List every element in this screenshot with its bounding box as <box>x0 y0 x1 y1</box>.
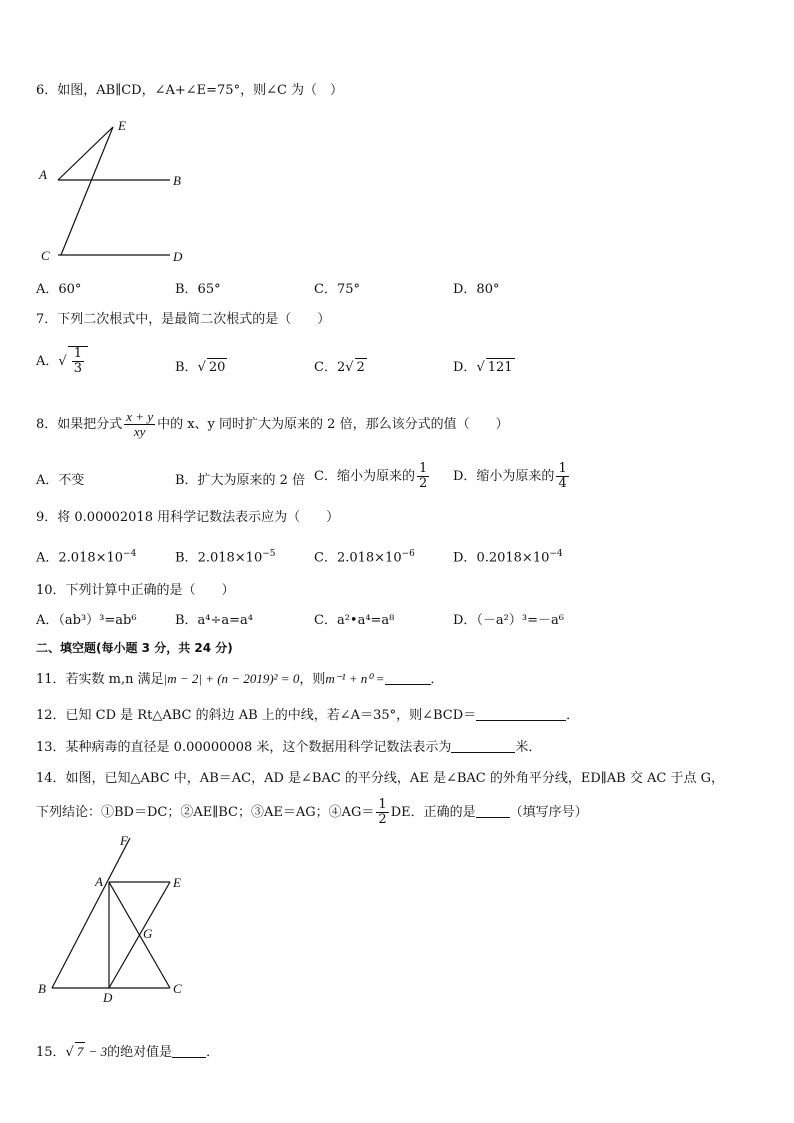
q9-option-c[interactable]: C．$2.018\times 10^{-6}$ <box>314 549 415 566</box>
label-c: C <box>173 981 182 996</box>
q10-option-a[interactable]: A．（ab³）³=ab⁶ <box>36 613 137 628</box>
q13: 13．某种病毒的直径是 0.00000008 米，这个数据用科学记数法表示为 米． <box>36 740 542 755</box>
label-b: B <box>173 173 181 188</box>
q15-answer-blank[interactable] <box>172 1043 206 1058</box>
q8-option-d[interactable]: D．缩小为原来的 $\frac{1}{4}$ <box>453 461 567 491</box>
q7-option-d[interactable]: D．√ 121 <box>453 360 513 375</box>
q10-option-b[interactable]: B．a⁴÷a=a⁴ <box>175 613 254 628</box>
line-bf <box>52 838 130 988</box>
q14-figure <box>34 832 214 1007</box>
q10-stem: 10．下列计算中正确的是（ ） <box>36 583 235 598</box>
label-a: A <box>39 167 47 182</box>
q10-option-d[interactable]: D．（－a²）³=－a⁶ <box>453 613 564 628</box>
label-e: E <box>118 118 126 133</box>
q6-figure <box>36 116 196 266</box>
q8-stem: 8．如果把分式 $\frac{x + y}{xy}$ 中的 x、y 同时扩大为原来的 2 倍，那么该分式的值（ ） <box>36 409 509 439</box>
section-title: 二、填空题(每小题 3 分，共 24 分) <box>36 641 233 655</box>
q7-option-c[interactable]: C．2√ 2 <box>314 360 365 375</box>
q15: 15．√ 7 − 3的绝对值是 ． <box>36 1044 220 1060</box>
label-a: A <box>95 874 103 889</box>
q6-option-b[interactable]: B．65° <box>175 282 221 297</box>
q12: 12．已知 CD 是 Rt△ABC 的斜边 AB 上的中线，若∠A＝35°，则∠BCD＝ ． <box>36 708 580 723</box>
q6-option-d[interactable]: D．80° <box>453 282 500 297</box>
q9-option-b[interactable]: B．$2.018\times 10^{-5}$ <box>175 549 276 566</box>
q7-stem: 7．下列二次根式中，是最简二次根式的是（ ） <box>36 312 331 327</box>
q11-answer-blank[interactable] <box>385 670 431 685</box>
q8-option-c[interactable]: C．缩小为原来的 $\frac{1}{2}$ <box>314 461 428 491</box>
label-c: C <box>41 248 50 263</box>
label-d: D <box>173 249 183 264</box>
segment-ec <box>61 127 113 255</box>
label-d: D <box>103 990 113 1005</box>
q6-option-a[interactable]: A．60° <box>36 282 82 297</box>
q14-answer-blank[interactable] <box>476 803 510 818</box>
label-f: F <box>120 833 128 848</box>
label-b: B <box>38 981 46 996</box>
q12-answer-blank[interactable] <box>476 706 566 721</box>
q6-stem: 6．如图，AB∥CD，∠A+∠E=75°，则∠C 为（ ） <box>36 83 344 98</box>
label-e: E <box>173 875 181 890</box>
q8-option-a[interactable]: A．不变 <box>36 473 85 488</box>
q9-option-a[interactable]: A．$2.018\times 10^{-4}$ <box>36 549 137 566</box>
q9-option-d[interactable]: D．$0.2018\times 10^{-4}$ <box>453 549 563 566</box>
q11: 11．若实数 m,n 满足|m − 2| + (n − 2019)² = 0，则m⁻¹ + n⁰ = ． <box>36 671 444 687</box>
q10-option-c[interactable]: C．a²•a⁴=a⁸ <box>314 613 395 628</box>
q7-option-a[interactable]: A．√ $\frac{1}{3}$ <box>36 346 88 376</box>
q9-stem: 9．将 0.00002018 用科学记数法表示应为（ ） <box>36 510 340 525</box>
q14-line2: 下列结论：①BD＝DC；②AE∥BC；③AE＝AG；④AG＝ $\frac{1}{2}$ DE．正确的是 （填写序号） <box>36 797 588 827</box>
q7-option-b[interactable]: B．√ 20 <box>175 360 226 375</box>
label-g: G <box>143 926 153 941</box>
q6-option-c[interactable]: C．75° <box>314 282 360 297</box>
q8-option-b[interactable]: B．扩大为原来的 2 倍 <box>175 473 306 488</box>
q13-answer-blank[interactable] <box>451 738 515 753</box>
q14-line1: 14．如图，已知△ABC 中，AB＝AC，AD 是∠BAC 的平分线，AE 是∠BAC 的外角平分线，ED∥AB 交 AC 于点 G， <box>36 771 724 786</box>
segment-ae <box>58 127 113 180</box>
